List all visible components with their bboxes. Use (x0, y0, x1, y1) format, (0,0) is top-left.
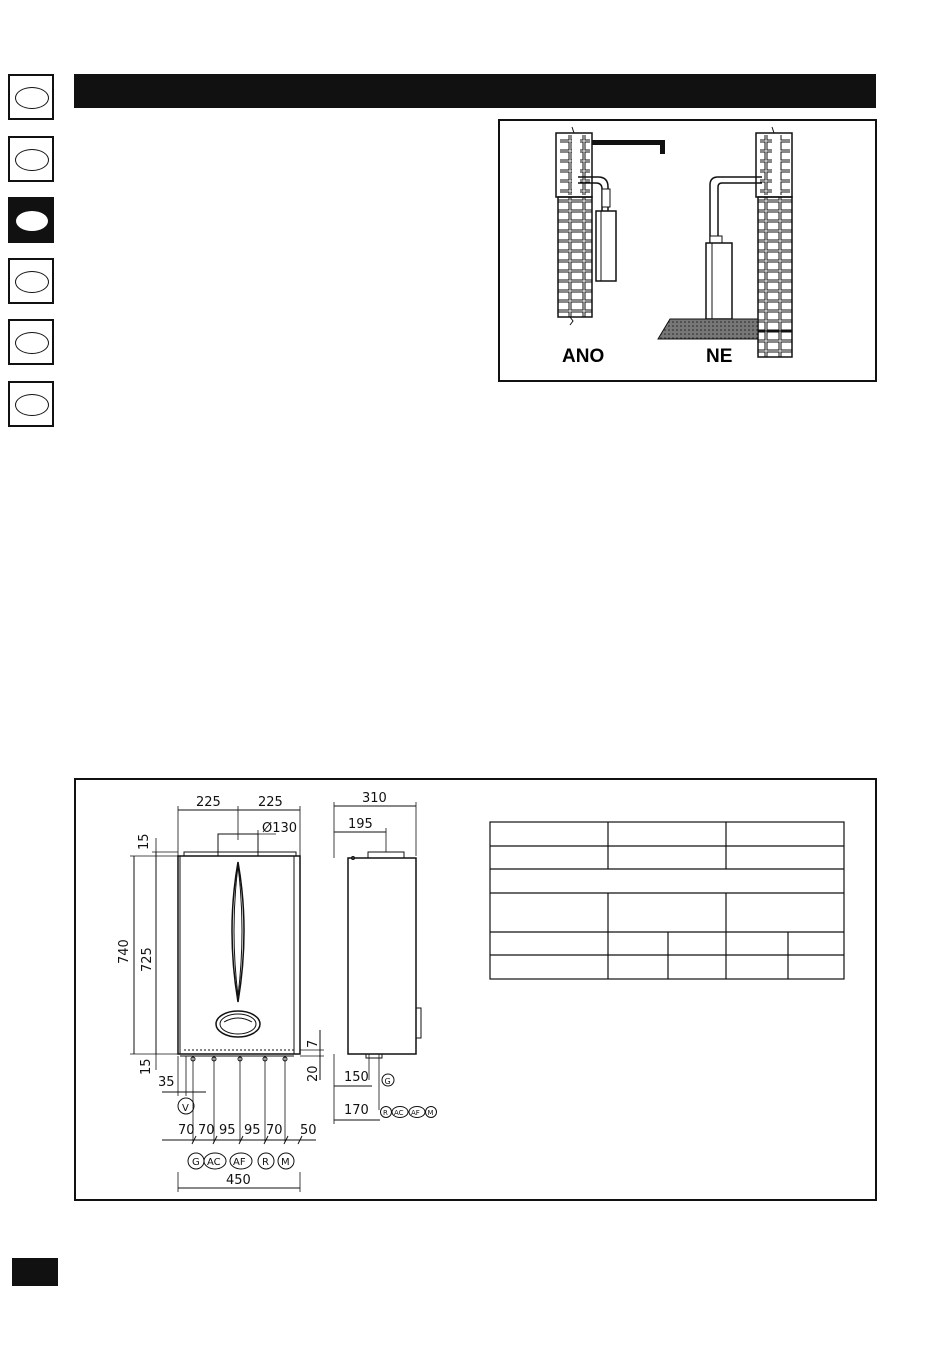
dim-spacing-5: 70 (266, 1123, 283, 1138)
dim-flue-diameter: Ø130 (262, 821, 298, 836)
dim-spacing-3: 95 (219, 1123, 236, 1138)
dim-water-offset: 170 (344, 1103, 369, 1118)
language-tab-5[interactable] (8, 319, 54, 365)
dimension-figure (74, 778, 877, 1201)
right-wall (756, 127, 792, 357)
conn-label-5: M (281, 1157, 290, 1168)
dim-width-total: 450 (226, 1173, 251, 1188)
dim-spacing-2: 70 (198, 1123, 215, 1138)
dim-top-right: 225 (258, 795, 283, 810)
dim-right-7: 7 (306, 1039, 321, 1048)
language-tab-6[interactable] (8, 381, 54, 427)
oval-icon (15, 271, 49, 293)
gas-label: G (384, 1077, 391, 1086)
water-label-2: AC (394, 1109, 404, 1117)
section-header-bar (74, 74, 876, 108)
dim-gas-offset: 150 (344, 1070, 369, 1085)
dim-top-offset: 15 (137, 833, 152, 850)
dim-valve-offset: 35 (158, 1075, 175, 1090)
valve-label: V (182, 1103, 189, 1114)
right-boiler (706, 243, 732, 319)
right-flue (710, 177, 762, 246)
left-wall (556, 127, 592, 325)
conn-label-3: AF (233, 1157, 246, 1168)
language-tab-1[interactable] (8, 74, 54, 120)
conn-label-1: G (192, 1157, 200, 1168)
dim-spacing-6: 50 (300, 1123, 317, 1138)
oval-icon (15, 394, 49, 416)
label-no: NE (706, 346, 733, 367)
installation-drawing (500, 121, 875, 380)
dim-depth-total: 310 (362, 791, 387, 806)
language-tab-4[interactable] (8, 258, 54, 304)
front-view (178, 834, 300, 1056)
dim-height-body: 725 (140, 947, 155, 972)
language-tab-3-active[interactable] (8, 197, 54, 243)
dim-height-total: 740 (117, 939, 132, 964)
conn-label-2: AC (207, 1157, 221, 1168)
water-label-3: AF (411, 1109, 420, 1117)
dimension-drawing (76, 780, 875, 1199)
language-tab-2[interactable] (8, 136, 54, 182)
oval-icon (15, 149, 49, 171)
dim-right-20: 20 (306, 1065, 321, 1082)
left-boiler (596, 211, 616, 281)
oval-icon (15, 210, 49, 232)
oval-icon (15, 332, 49, 354)
dim-spacing-4: 95 (244, 1123, 261, 1138)
dim-depth-partial: 195 (348, 817, 373, 832)
label-yes: ANO (562, 346, 605, 367)
oval-icon (15, 87, 49, 109)
water-label-1: R (383, 1109, 388, 1117)
dim-spacing-1: 70 (178, 1123, 195, 1138)
dim-bottom-offset-left: 15 (139, 1058, 154, 1075)
dim-top-left: 225 (196, 795, 221, 810)
installation-figure (498, 119, 877, 382)
water-label-4: M (427, 1109, 434, 1117)
page-number-tab (12, 1258, 58, 1286)
spec-table (490, 822, 844, 979)
conn-label-4: R (262, 1157, 269, 1168)
